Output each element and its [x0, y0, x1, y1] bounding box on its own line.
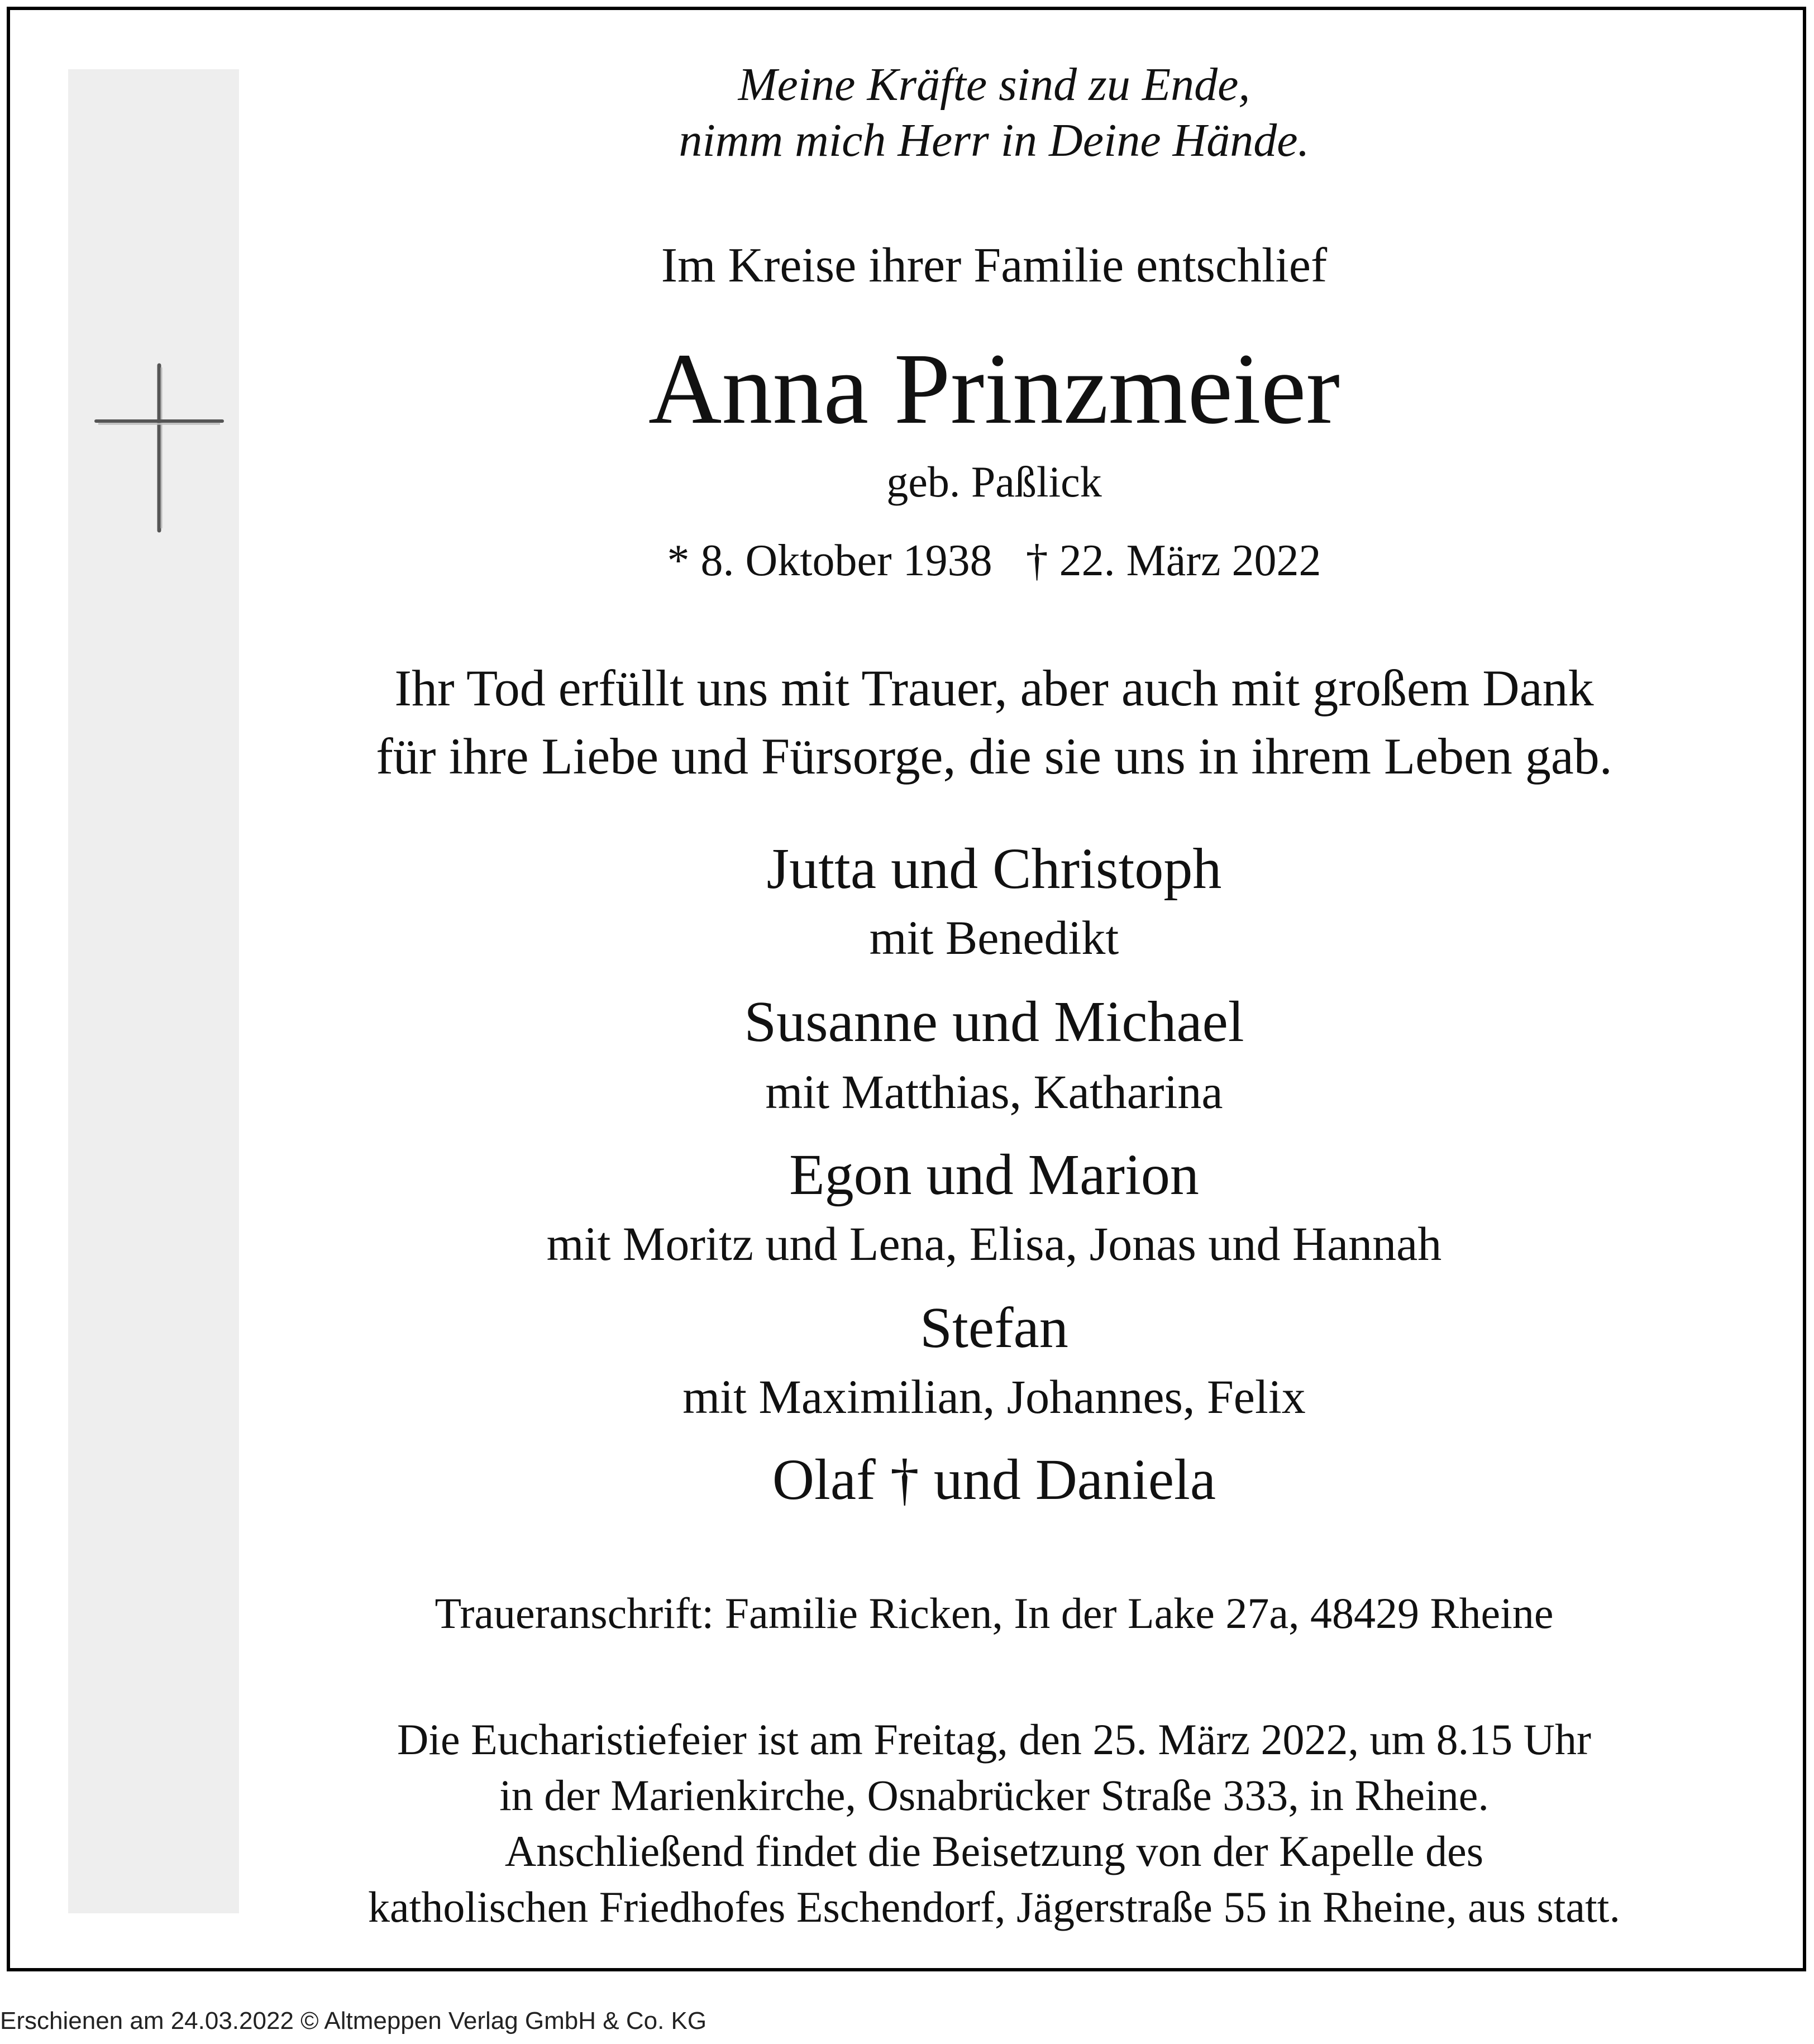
- side-strip: [68, 69, 239, 1913]
- intro-text: Im Kreise ihrer Familie entschlief: [661, 238, 1328, 293]
- service-line-4: katholischen Friedhofes Eschendorf, Jägerstraße 55 in Rheine, aus statt.: [368, 1883, 1620, 1931]
- family-head-2: Susanne und Michael: [744, 990, 1244, 1054]
- tribute-line-1: Ihr Tod erfüllt uns mit Trauer, aber auch mit großem Dank: [394, 660, 1594, 717]
- service-line-1: Die Eucharistiefeier ist am Freitag, den 25. März 2022, um 8.15 Uhr: [397, 1715, 1591, 1764]
- family-head-3: Egon und Marion: [789, 1143, 1199, 1207]
- birth-date: * 8. Oktober 1938: [667, 536, 992, 585]
- family-head-4: Stefan: [920, 1296, 1068, 1360]
- obituary-frame: [7, 7, 1806, 1971]
- cross-icon: [94, 363, 225, 539]
- death-date: † 22. März 2022: [1025, 536, 1321, 585]
- tribute-line-2: für ihre Liebe und Fürsorge, die sie uns in ihrem Leben gab.: [376, 728, 1612, 785]
- service-line-2: in der Marienkirche, Osnabrücker Straße 333, in Rheine.: [499, 1771, 1489, 1819]
- service-line-3: Anschließend findet die Beisetzung von der Kapelle des: [504, 1827, 1484, 1875]
- family-sub-3: mit Moritz und Lena, Elisa, Jonas und Hannah: [546, 1217, 1442, 1271]
- family-sub-2: mit Matthias, Katharina: [765, 1065, 1223, 1119]
- life-dates: [246, 538, 1743, 583]
- publication-footer: Erschienen am 24.03.2022 © Altmeppen Verlag GmbH & Co. KG: [0, 2007, 707, 2035]
- birth-name: geb. Paßlick: [886, 457, 1102, 506]
- motto-line-1: Meine Kräfte sind zu Ende,: [738, 59, 1250, 111]
- mourning-address: Traueranschrift: Familie Ricken, In der Lake 27a, 48429 Rheine: [435, 1589, 1554, 1637]
- family-head-1: Jutta und Christoph: [766, 837, 1222, 901]
- family-head-5: Olaf † und Daniela: [772, 1448, 1216, 1512]
- family-sub-1: mit Benedikt: [869, 911, 1119, 964]
- family-sub-4: mit Maximilian, Johannes, Felix: [682, 1370, 1306, 1424]
- deceased-name: Anna Prinzmeier: [648, 333, 1340, 445]
- motto-line-2: nimm mich Herr in Deine Hände.: [679, 114, 1310, 166]
